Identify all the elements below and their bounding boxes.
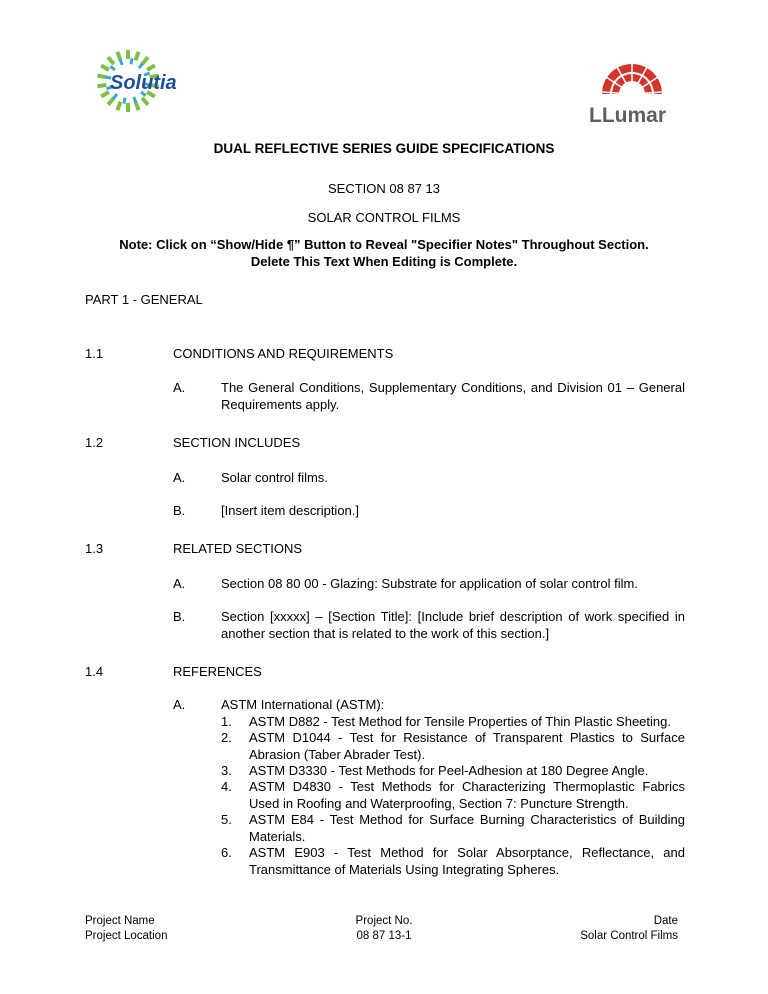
footer-left-line-1: Project Name: [85, 915, 155, 927]
reference-number: 3.: [221, 763, 232, 778]
footer-left-line-2: Project Location: [85, 930, 168, 942]
article-heading: CONDITIONS AND REQUIREMENTS: [173, 346, 394, 361]
footer-mid-line-2: 08 87 13-1: [356, 930, 412, 942]
footer-date: [560, 914, 678, 944]
reference-number: 5.: [221, 812, 232, 827]
paragraph-letter: A.: [173, 380, 186, 395]
paragraph-text: ASTM International (ASTM):: [221, 697, 385, 712]
paragraph-text: Solar control films.: [221, 470, 328, 485]
solutia-logo: [90, 48, 204, 114]
svg-text:LLumar: LLumar: [589, 104, 667, 127]
paragraph-text: Section [xxxxx] – [Section Title]: [Include brief description of work specified in another section that is related to the work of this section.]: [221, 609, 685, 641]
note-line-1: Note: Click on “Show/Hide ¶” Button to Reveal "Specifier Notes" Throughout Section.: [119, 237, 649, 252]
article-number: 1.1: [85, 346, 104, 361]
article-number: 1.2: [85, 435, 104, 450]
paragraph-text: Section 08 80 00 - Glazing: Substrate for application of solar control film.: [221, 576, 638, 591]
footer-right-line-1: Date: [653, 915, 678, 927]
note-line-2: Delete This Text When Editing is Complete.: [250, 254, 518, 269]
footer-mid-line-1: Project No.: [355, 915, 413, 927]
reference-number: 2.: [221, 730, 232, 745]
reference-text: ASTM D3330 - Test Methods for Peel-Adhesion at 180 Degree Angle.: [249, 763, 649, 778]
reference-text: ASTM D882 - Test Method for Tensile Properties of Thin Plastic Sheeting.: [249, 714, 671, 729]
paragraph-letter: B.: [173, 503, 186, 518]
article-number: 1.3: [85, 541, 104, 556]
llumar-logo: [586, 60, 676, 130]
footer-right-line-2: Solar Control Films: [580, 930, 678, 942]
paragraph-letter: A.: [173, 697, 186, 712]
reference-text: ASTM E84 - Test Method for Surface Burning Characteristics of Building Materials.: [249, 812, 685, 844]
footer-project-name: [85, 914, 167, 944]
article-number: 1.4: [85, 664, 104, 679]
paragraph-text: The General Conditions, Supplementary Conditions, and Division 01 – General Requirements apply.: [221, 380, 685, 412]
footer-project-number: [344, 914, 424, 944]
section-subject: SOLAR CONTROL FILMS: [307, 210, 461, 225]
reference-number: 1.: [221, 714, 232, 729]
reference-number: 6.: [221, 845, 232, 860]
reference-number: 4.: [221, 779, 232, 794]
paragraph-letter: B.: [173, 609, 186, 624]
svg-text:Solutia: Solutia: [110, 72, 177, 94]
article-heading: SECTION INCLUDES: [173, 435, 301, 450]
article-heading: RELATED SECTIONS: [173, 541, 303, 556]
document-title: DUAL REFLECTIVE SERIES GUIDE SPECIFICATIONS: [213, 141, 555, 156]
specifier-note: [60, 236, 708, 270]
reference-text: ASTM E903 - Test Method for Solar Absorptance, Reflectance, and Transmittance of Materials Using Integrating Spheres.: [249, 845, 685, 877]
reference-text: ASTM D4830 - Test Methods for Characterizing Thermoplastic Fabrics Used in Roofing and Waterproofing, Section 7: Puncture Strength.: [249, 779, 685, 811]
paragraph-text: [Insert item description.]: [221, 503, 359, 518]
article-heading: REFERENCES: [173, 664, 262, 679]
paragraph-letter: A.: [173, 576, 186, 591]
section-number: SECTION 08 87 13: [328, 181, 440, 196]
reference-text: ASTM D1044 - Test for Resistance of Transparent Plastics to Surface Abrasion (Taber Abrader Test).: [249, 730, 685, 762]
paragraph-letter: A.: [173, 470, 186, 485]
part-heading: PART 1 - GENERAL: [85, 292, 203, 307]
